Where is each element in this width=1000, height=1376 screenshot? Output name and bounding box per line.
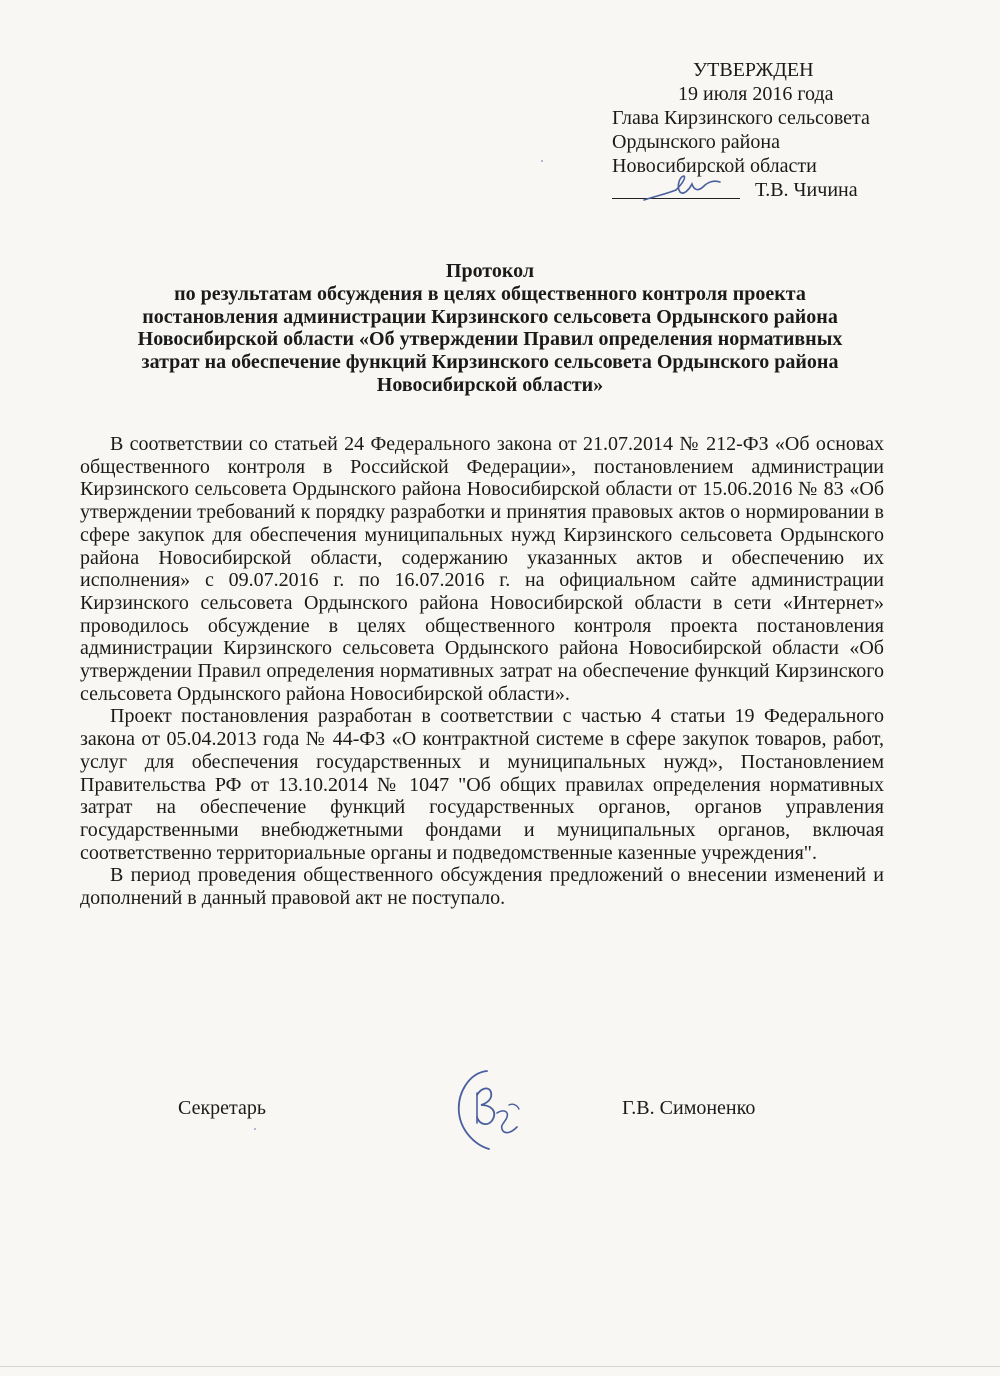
approval-heading: УТВЕРЖДЕН <box>693 59 814 81</box>
head-name: Т.В. Чичина <box>755 179 858 201</box>
approval-block <box>612 58 912 202</box>
scan-edge <box>0 1366 1000 1367</box>
body-paragraph-3: В период проведения общественного обсуждения предложений о внесении изменений и дополнений в данный правовой акт не поступало. <box>80 864 884 910</box>
head-signature-icon <box>642 170 722 204</box>
body-paragraph-2: Проект постановления разработан в соответствии с частью 4 статьи 19 Федерального закона от 05.04.2013 года № 44-ФЗ «О контрактной системе в сфере закупок товаров, работ, услуг для обеспечения государственных и муниципальных нужд», Постановлением Правительства РФ от 13.10.2014 № 1047 "Об общих правилах определения нормативных затрат на обеспечение функций государственных органов, органов управления государственными внебюджетными фондами и муниципальных органов, включая соответственно территориальные органы и подведомственные казенные учреждения". <box>80 705 884 864</box>
body-paragraph-1: В соответствии со статьей 24 Федерального закона от 21.07.2014 № 212-ФЗ «Об основах общественного контроля в Российской Федерации», постановлением администрации Кирзинского сельсовета Ордынского района Новосибирской области от 15.06.2016 № 83 «Об утверждении требований к порядку разработки и принятия правовых актов о нормировании в сфере закупок для обеспечения муниципальных нужд Кирзинского сельсовета Ордынского района Новосибирской области, содержанию указанных актов и обеспечению их исполнения» с 09.07.2016 г. по 16.07.2016 г. на официальном сайте администрации Кирзинского сельсовета Ордынского района Новосибирской области в сети «Интернет» проводилось обсуждение в целях общественного контроля проекта постановления администрации Кирзинского сельсовета Ордынского района Новосибирской области «Об утверждении Правил определения нормативных затрат на обеспечение функций Кирзинского сельсовета Ордынского района Новосибирской области». <box>80 433 884 705</box>
title-line-2: по результатам обсуждения в целях общественного контроля проекта <box>174 282 806 305</box>
document-body <box>80 433 884 910</box>
approval-position-line-3: Новосибирской области <box>612 155 817 177</box>
title-line-1: Протокол <box>445 260 535 282</box>
approval-position-line-1: Глава Кирзинского сельсовета <box>612 107 870 129</box>
approval-position-line-2: Ордынского района <box>612 131 780 153</box>
scan-speck <box>254 1128 256 1130</box>
title-line-3: постановления администрации Кирзинского сельсовета Ордынского района <box>142 305 838 328</box>
secretary-signature-icon <box>447 1065 527 1155</box>
document-title <box>90 260 890 397</box>
secretary-name: Г.В. Симоненко <box>622 1097 756 1119</box>
scan-speck <box>541 160 543 162</box>
title-line-4: Новосибирской области «Об утверждении Правил определения нормативных <box>137 328 843 351</box>
secretary-label: Секретарь <box>178 1097 267 1119</box>
title-line-5: затрат на обеспечение функций Кирзинского сельсовета Ордынского района <box>141 351 839 374</box>
approval-date: 19 июля 2016 года <box>678 83 834 105</box>
title-line-6: Новосибирской области» <box>376 373 604 396</box>
approval-signature-row <box>612 178 912 202</box>
